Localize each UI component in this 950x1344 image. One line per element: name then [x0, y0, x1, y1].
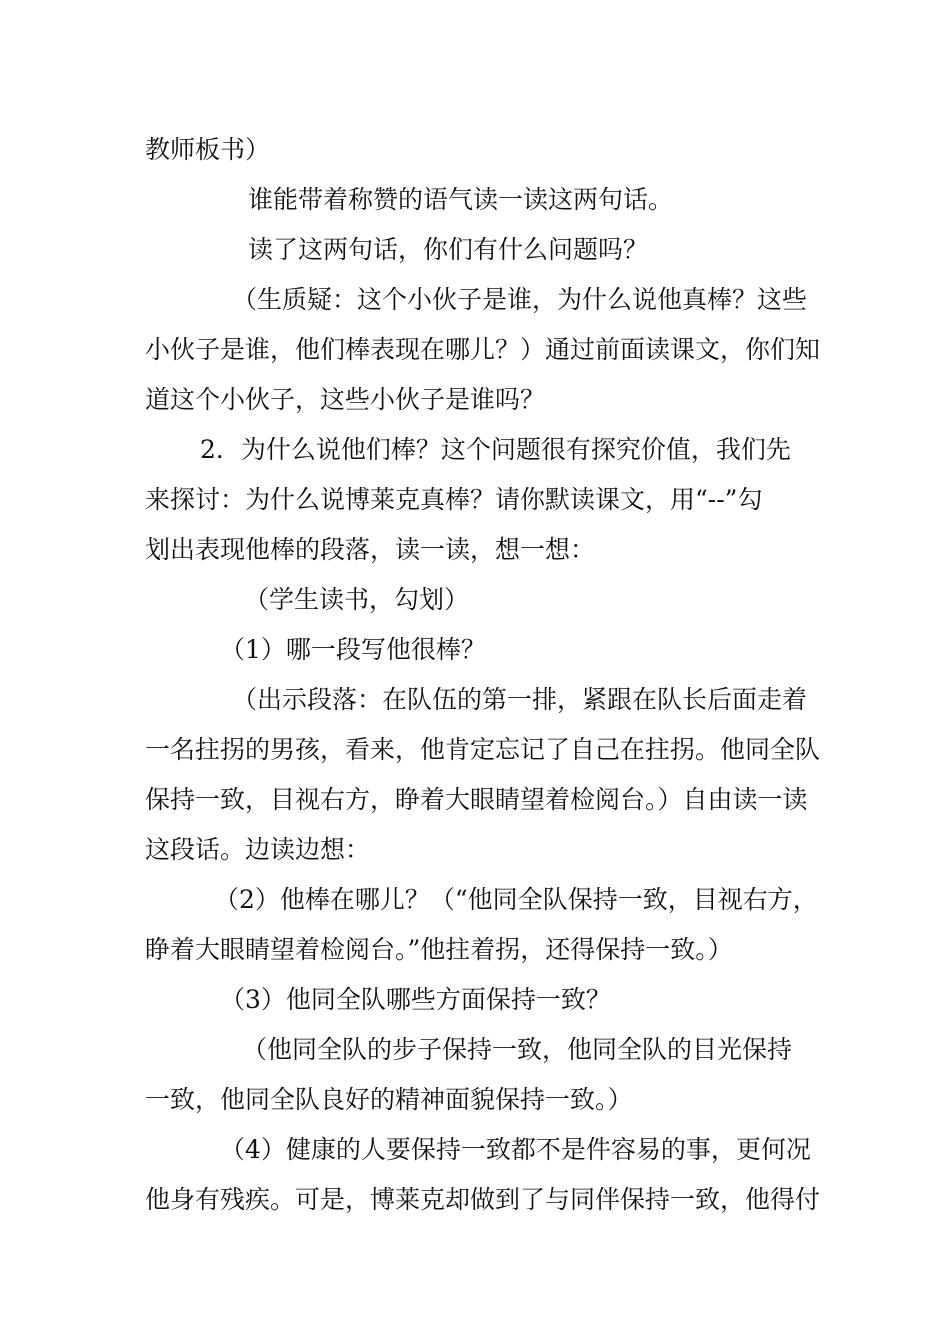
text-line: 小伙子是谁，他们棒表现在哪儿？）通过前面读课文，你们知: [145, 335, 821, 364]
text-line: 一致，他同全队良好的精神面貌保持一致。）: [145, 1085, 633, 1114]
text-line: （他同全队的步子保持一致，他同全队的目光保持: [242, 1035, 793, 1064]
text-line: 道这个小伙子，这些小伙子是谁吗？: [145, 385, 546, 414]
text-line: 来探讨：为什么说博莱克真棒？请你默读课文，用“--”勾: [145, 485, 763, 514]
text-line: 划出表现他棒的段落，读一读，想一想：: [145, 535, 596, 564]
text-line: 睁着大眼睛望着检阅台。”他拄着拐，还得保持一致。）: [145, 935, 733, 964]
text-line: （学生读书，勾划）: [244, 585, 470, 614]
text-line: 谁能带着称赞的语气读一读这两句话。: [248, 185, 674, 214]
text-line: （4）健康的人要保持一致都不是件容易的事，更何况: [220, 1135, 811, 1164]
text-line: 这段话。边读边想：: [145, 835, 371, 864]
text-line: （1）哪一段写他很棒？: [220, 635, 486, 664]
text-line: （3）他同全队哪些方面保持一致？: [220, 985, 611, 1014]
text-line: 读了这两句话，你们有什么问题吗？: [248, 235, 649, 264]
text-line: 一名拄拐的男孩，看来，他肯定忘记了自己在拄拐。他同全队: [145, 735, 821, 764]
text-line: 2．为什么说他们棒？这个问题很有探究价值，我们先: [200, 435, 791, 464]
text-line: （2）他棒在哪儿？（“他同全队保持一致，目视右方，: [214, 885, 818, 914]
text-line: 他身有残疾。可是，博莱克却做到了与同伴保持一致，他得付: [145, 1185, 821, 1214]
text-line: （出示段落：在队伍的第一排，紧跟在队长后面走着: [232, 685, 808, 714]
text-line: 保持一致，目视右方，睁着大眼睛望着检阅台。）自由读一读: [145, 785, 808, 814]
text-line: （生质疑：这个小伙子是谁，为什么说他真棒？这些: [232, 285, 808, 314]
text-line: 教师板书）: [145, 135, 271, 164]
